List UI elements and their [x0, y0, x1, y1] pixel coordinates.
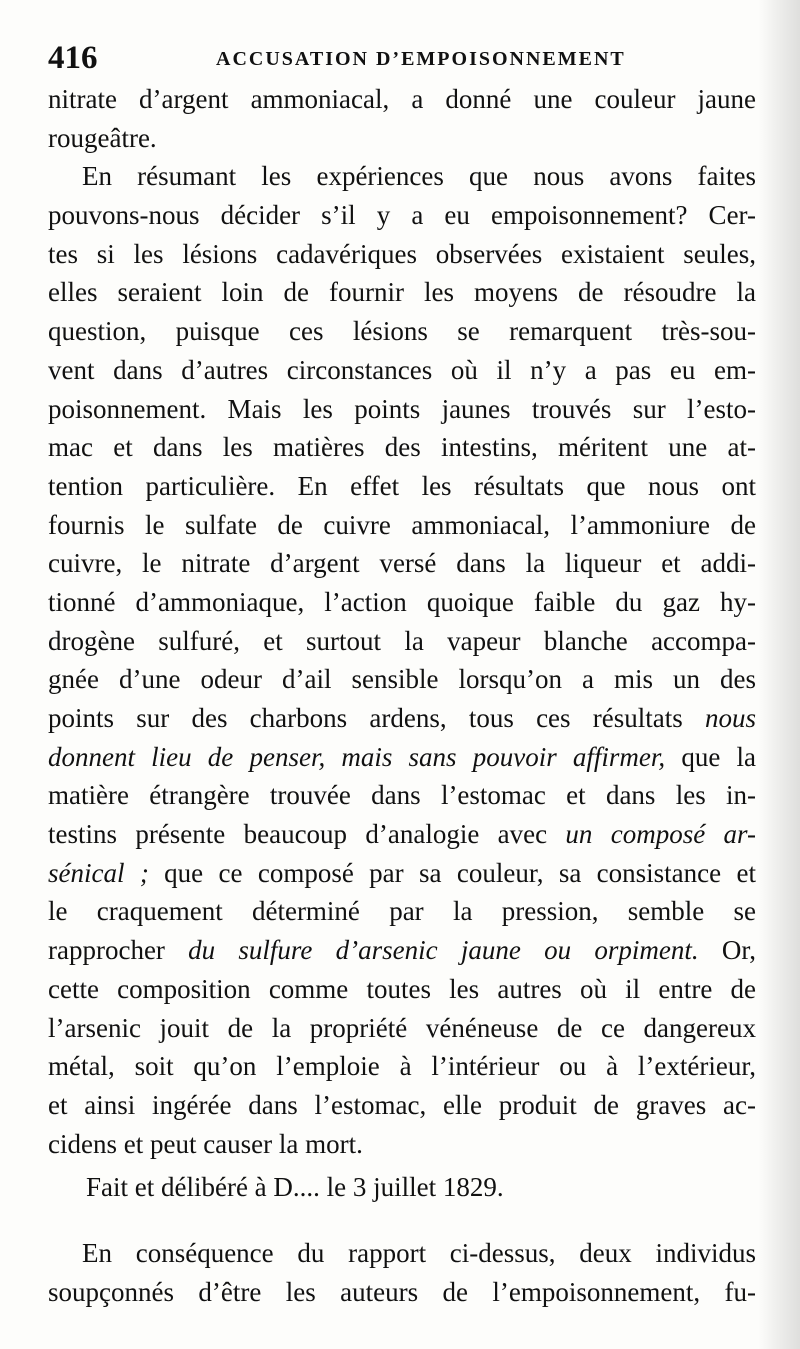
text-line: tionné d’ammoniaque, l’action quoique faible du gaz hy- — [48, 586, 756, 617]
text-line: fournis le sulfate de cuivre ammoniacal, l’ammoniure de — [48, 509, 756, 540]
main-paragraphs — [48, 80, 756, 1163]
date-signature-line: Fait et délibéré à D.... le 3 juillet 1829. — [86, 1172, 504, 1202]
text-line: question, puisque ces lésions se remarquent très-sou- — [48, 316, 756, 347]
closing-paragraph — [48, 1234, 756, 1311]
text-line: elles seraient loin de fournir les moyens de résoudre la — [48, 277, 756, 308]
text-line: cuivre, le nitrate d’argent versé dans la liqueur et addi- — [48, 548, 756, 579]
text-line: l’arsenic jouit de la propriété vénéneuse de ce dangereux — [48, 1012, 756, 1043]
page-number: 416 — [48, 40, 98, 76]
text-line: nitrate d’argent ammoniacal, a donné une couleur jaune — [48, 84, 756, 114]
text-line: poisonnement. Mais les points jaunes trouvés sur l’esto- — [48, 393, 756, 424]
text-line: et ainsi ingérée dans l’estomac, elle produit de graves ac- — [48, 1089, 756, 1120]
text-line: points sur des charbons ardens, tous ces résultats nous — [48, 703, 756, 733]
page-header — [48, 36, 758, 86]
text-line: le craquement déterminé par la pression, semble se — [48, 896, 756, 927]
text-line: métal, soit qu’on l’emploie à l’intérieur ou à l’extérieur, — [48, 1051, 756, 1082]
running-head: ACCUSATION D’EMPOISONNEMENT — [216, 48, 626, 70]
text-line: drogène sulfuré, et surtout la vapeur blanche accompa- — [48, 625, 756, 656]
text-line: tention particulière. En effet les résultats que nous ont — [48, 470, 756, 501]
text-line: donnent lieu de penser, mais sans pouvoir affirmer, que la — [48, 741, 756, 772]
text-line: vent dans d’autres circonstances où il n’y a pas eu em- — [48, 354, 756, 385]
text-line: tes si les lésions cadavériques observées existaient seules, — [48, 238, 756, 269]
text-line: soupçonnés d’être les auteurs de l’empoisonnement, fu- — [48, 1276, 756, 1307]
text-line: matière étrangère trouvée dans l’estomac et dans les in- — [48, 780, 756, 811]
text-line: testins présente beaucoup d’analogie avec un composé ar- — [48, 819, 756, 850]
text-line: rapprocher du sulfure d’arsenic jaune ou orpiment. Or, — [48, 935, 756, 966]
text-line: cidens et peut causer la mort. — [48, 1128, 363, 1159]
text-line: En conséquence du rapport ci-dessus, deux individus — [82, 1238, 756, 1268]
text-line: rougeâtre. — [48, 122, 157, 153]
text-line: mac et dans les matières des intestins, méritent une at- — [48, 432, 756, 463]
text-line: pouvons-nous décider s’il y a eu empoisonnement? Cer- — [48, 200, 756, 231]
text-line: sénical ; que ce composé par sa couleur, sa consistance et — [48, 857, 756, 888]
text-line: cette composition comme toutes les autres où il entre de — [48, 973, 756, 1004]
text-line: En résumant les expériences que nous avons faites — [82, 161, 756, 192]
text-line: gnée d’une odeur d’ail sensible lorsqu’on a mis un des — [48, 664, 756, 695]
page-edge-shadow — [758, 0, 800, 1349]
